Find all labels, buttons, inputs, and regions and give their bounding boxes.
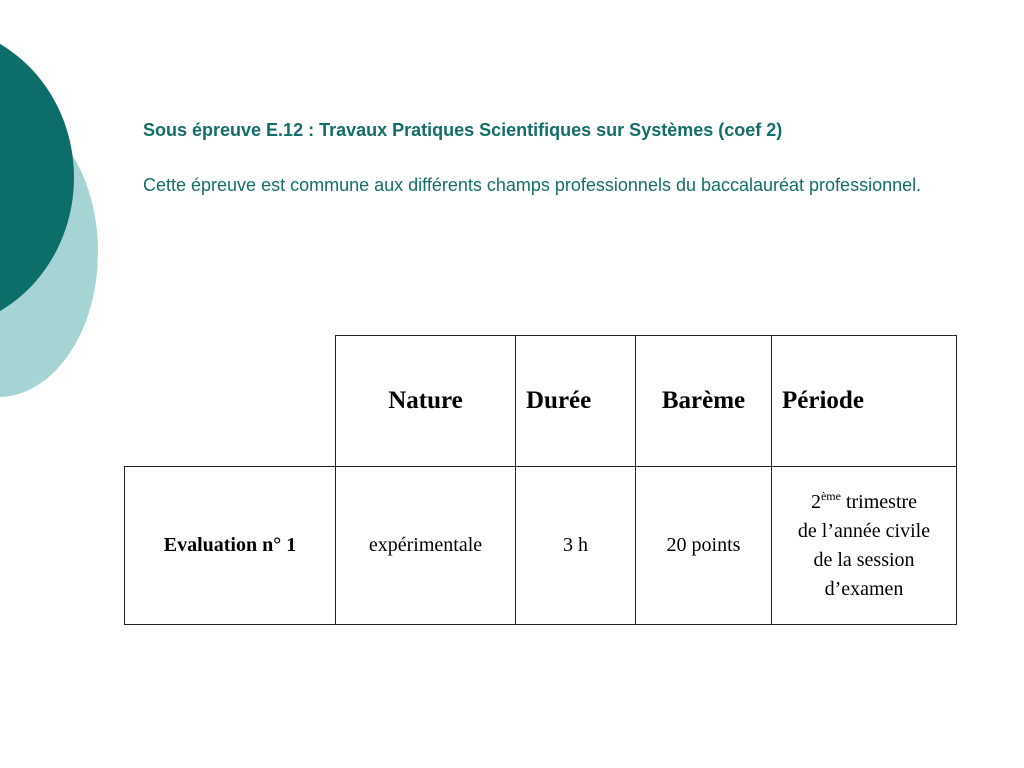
cell-periode [772,467,957,625]
periode-line-1 [772,488,956,517]
row-label-evaluation: Evaluation n° 1 [125,467,336,625]
periode-line-2: de l’année civile [797,519,931,542]
slide-text-block [143,118,1003,198]
periode-ordinal-number: 2 [810,490,821,513]
header-bareme: Barème [636,336,772,467]
periode-line-3: de la session [813,548,915,571]
periode-line-4: d’examen [824,577,904,600]
table-corner-cell [125,336,336,467]
cell-duree: 3 h [516,467,636,625]
evaluation-table [124,335,957,625]
header-duree: Durée [516,336,636,467]
cell-nature: expérimentale [336,467,516,625]
slide-title: Sous épreuve E.12 : Travaux Pratiques Scientifiques sur Systèmes (coef 2) [143,120,783,140]
periode-ordinal-suffix: ème [820,488,841,503]
periode-line-1-text: trimestre [840,490,918,513]
table-header-row [125,336,957,467]
slide-description: Cette épreuve est commune aux différents champs professionnels du baccalauréat professionnel. [143,175,922,195]
cell-bareme: 20 points [636,467,772,625]
table-row [125,467,957,625]
header-nature: Nature [336,336,516,467]
header-periode: Période [772,336,957,467]
